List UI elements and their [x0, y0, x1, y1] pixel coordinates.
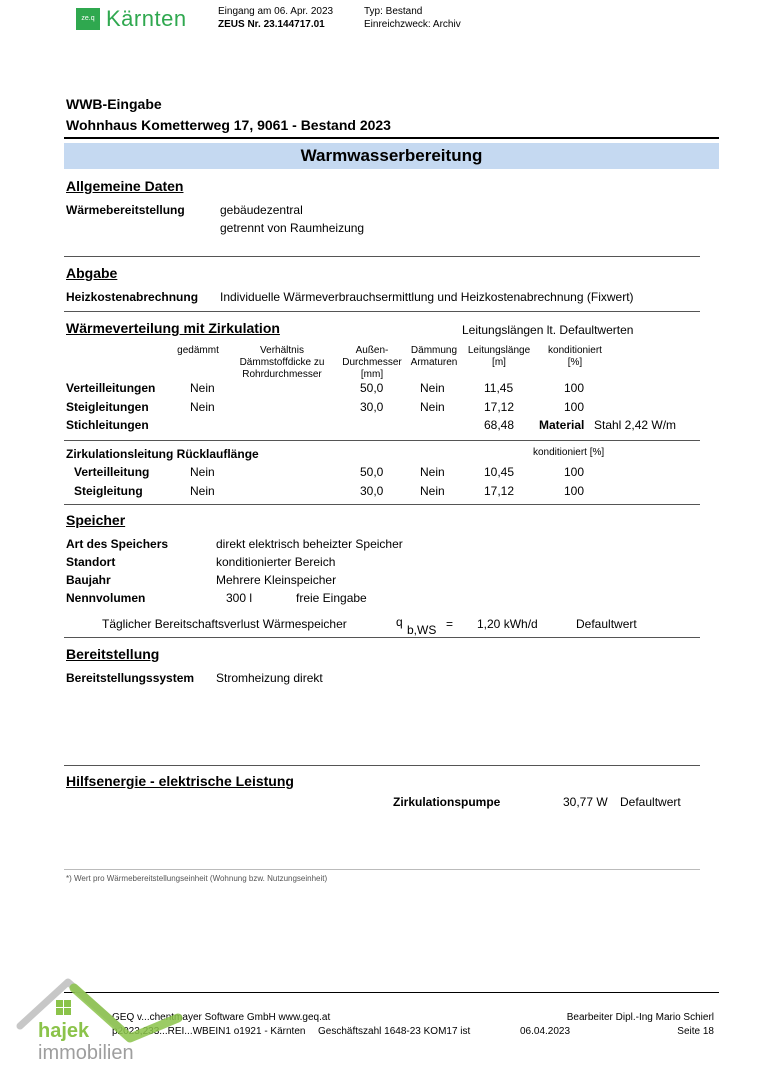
- verlust-symbol: q: [396, 615, 403, 629]
- abgabe-heading: Abgabe: [66, 265, 118, 281]
- col-aussen-line1: Außen-: [355, 345, 389, 356]
- zirkulationspumpe-note: Defaultwert: [620, 795, 681, 809]
- baujahr-value: Mehrere Kleinspeicher: [216, 573, 337, 587]
- divider: [64, 440, 700, 441]
- zirk-row-aussen: 50,0: [360, 465, 384, 479]
- col-aussen-line3: [mm]: [360, 369, 384, 380]
- col-verhaeltnis-line1: Verhältnis: [260, 345, 304, 356]
- verlust-equals: =: [446, 617, 454, 631]
- zeus-number: ZEUS Nr. 23.144717.01: [218, 19, 325, 30]
- bereitstellung-heading: Bereitstellung: [66, 646, 160, 662]
- standort-label: Standort: [66, 555, 116, 569]
- speicher-heading: Speicher: [66, 512, 126, 528]
- volumen-value: 300 l: [226, 591, 253, 605]
- waermebereitstellung-label: Wärmebereitstellung: [66, 203, 185, 217]
- zirk-row-kond: 100: [564, 465, 585, 479]
- row-kond: 100: [564, 381, 585, 395]
- logo-square-icon: ze.q: [76, 8, 100, 30]
- doc-title: WWB-Eingabe: [66, 96, 162, 112]
- divider: [64, 504, 700, 505]
- col-aussen: [338, 345, 406, 381]
- zirk-row-aussen: 30,0: [360, 484, 384, 498]
- zirk-row-gedaemmt: Nein: [190, 484, 215, 498]
- row-daemmung: Nein: [420, 381, 445, 395]
- footnote-divider: [64, 869, 700, 870]
- divider: [64, 311, 700, 312]
- col-laenge-line1: Leitungslänge: [467, 345, 531, 356]
- bereitstellung-value: Stromheizung direkt: [216, 671, 323, 685]
- row-label: Verteilleitungen: [66, 381, 156, 395]
- row-laenge: 17,12: [484, 400, 515, 414]
- section-banner: Warmwasserbereitung: [64, 143, 719, 169]
- verlust-note: Defaultwert: [576, 617, 637, 631]
- standort-value: konditionierter Bereich: [216, 555, 336, 569]
- row-gedaemmt: Nein: [190, 381, 215, 395]
- art-label: Art des Speichers: [66, 537, 169, 551]
- stich-label: Stichleitungen: [66, 418, 149, 432]
- zirk-row-laenge: 10,45: [484, 465, 515, 479]
- zirkulationspumpe-label: Zirkulationspumpe: [393, 795, 501, 809]
- col-aussen-line2: Durchmesser: [342, 357, 402, 368]
- row-gedaemmt: Nein: [190, 400, 215, 414]
- volumen-label: Nennvolumen: [66, 591, 146, 605]
- allgemein-heading: Allgemeine Daten: [66, 178, 184, 194]
- row-aussen: 30,0: [360, 400, 384, 414]
- zirkulationspumpe-value: 30,77 W: [563, 795, 608, 809]
- footer-geschaeftszahl: Geschäftszahl 1648-23 KOM17 ist: [318, 1026, 471, 1037]
- row-daemmung: Nein: [420, 400, 445, 414]
- zirk-row-daemmung: Nein: [420, 484, 445, 498]
- kaernten-logo: [76, 6, 194, 32]
- zirk-row-daemmung: Nein: [420, 465, 445, 479]
- material-label: Material: [539, 418, 585, 432]
- zirk-row-label: Steigleitung: [74, 484, 143, 498]
- zirk-kond-header: konditioniert [%]: [533, 447, 605, 458]
- bereitstellung-label: Bereitstellungssystem: [66, 671, 195, 685]
- watermark-line1: hajek: [38, 1020, 90, 1042]
- title-divider: [64, 137, 719, 139]
- footer-bearbeiter: Bearbeiter Dipl.-Ing Mario Schierl: [566, 1012, 714, 1023]
- divider: [64, 765, 700, 766]
- verteilung-heading: Wärmeverteilung mit Zirkulation: [66, 320, 280, 336]
- col-daemmung-line2: Armaturen: [410, 357, 458, 368]
- footer-date: 06.04.2023: [520, 1026, 571, 1037]
- col-daemmung-line1: Dämmung: [410, 345, 458, 356]
- zirk-row-laenge: 17,12: [484, 484, 515, 498]
- heizkosten-value: Individuelle Wärmeverbrauchsermittlung und Heizkostenabrechnung (Fixwert): [220, 290, 634, 304]
- hajek-watermark: [14, 976, 194, 1076]
- col-kond-line1: konditioniert: [548, 345, 602, 356]
- verlust-subscript: b,WS: [407, 623, 437, 637]
- zirk-heading: Zirkulationsleitung Rücklauflänge: [66, 447, 259, 461]
- zirk-row-gedaemmt: Nein: [190, 465, 215, 479]
- zirk-row-kond: 100: [564, 484, 585, 498]
- waermebereitstellung-value2: getrennt von Raumheizung: [220, 221, 365, 235]
- leitungslaengen-note: Leitungslängen lt. Defaultwerten: [462, 323, 634, 337]
- verlust-label: Täglicher Bereitschaftsverlust Wärmespeicher: [102, 617, 347, 631]
- verlust-value: 1,20 kWh/d: [477, 617, 538, 631]
- col-verhaeltnis: [232, 345, 332, 381]
- row-laenge: 11,45: [484, 381, 514, 395]
- hilfsenergie-heading: Hilfsenergie - elektrische Leistung: [66, 773, 294, 789]
- waermebereitstellung-value1: gebäudezentral: [220, 203, 303, 217]
- col-laenge-line2: [m]: [492, 357, 506, 368]
- row-aussen: 50,0: [360, 381, 384, 395]
- zweck-label: Einreichzweck: Archiv: [364, 19, 461, 30]
- baujahr-label: Baujahr: [66, 573, 111, 587]
- col-daemmung: [406, 345, 462, 369]
- logo-text: Kärnten: [106, 6, 187, 31]
- footer-software: GEQ v...chentmayer Software GmbH www.geq.at: [112, 1012, 331, 1023]
- row-label: Steigleitungen: [66, 400, 149, 414]
- typ-label: Typ: Bestand: [364, 6, 423, 17]
- col-laenge: [462, 345, 536, 369]
- col-verhaeltnis-line2: Dämmstoffdicke zu: [239, 357, 325, 368]
- zirk-row-label: Verteilleitung: [74, 465, 150, 479]
- divider: [64, 637, 700, 638]
- watermark-line2: immobilien: [38, 1042, 134, 1064]
- volumen-note: freie Eingabe: [296, 591, 367, 605]
- row-kond: 100: [564, 400, 585, 414]
- col-kond-line2: [%]: [567, 357, 583, 368]
- eingang-date: Eingang am 06. Apr. 2023: [218, 6, 334, 17]
- art-value: direkt elektrisch beheizter Speicher: [216, 537, 403, 551]
- footnote: *) Wert pro Wärmebereitstellungseinheit (Wohnung bzw. Nutzungseinheit): [66, 874, 328, 883]
- divider: [64, 256, 700, 257]
- heizkosten-label: Heizkostenabrechnung: [66, 290, 199, 304]
- col-kond: [540, 345, 610, 369]
- footer-code: p2023,233...REI...WBEIN1 o1921 - Kärnten: [112, 1026, 306, 1037]
- col-gedaemmt: gedämmt: [177, 345, 219, 356]
- doc-subtitle: Wohnhaus Kometterweg 17, 9061 - Bestand 2023: [66, 117, 391, 133]
- material-value: Stahl 2,42 W/m: [594, 418, 677, 432]
- col-verhaeltnis-line3: Rohrdurchmesser: [242, 369, 322, 380]
- stich-laenge: 68,48: [484, 418, 515, 432]
- footer-seite: Seite 18: [677, 1026, 714, 1037]
